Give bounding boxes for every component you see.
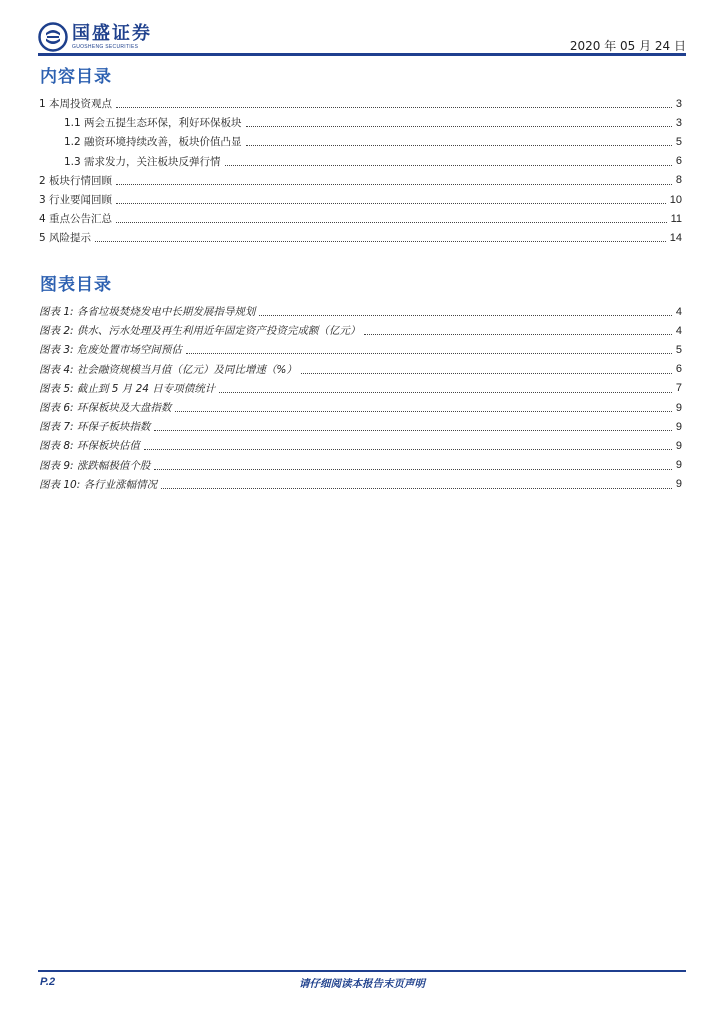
figure-entry[interactable]: 图表 7: 环保子板块指数 9	[39, 420, 682, 434]
logo-chinese-name: 国盛证券	[72, 23, 152, 44]
toc-entry[interactable]: 5 风险提示 14	[39, 231, 682, 245]
toc-entry[interactable]: 1 本周投资观点 3	[39, 97, 682, 111]
figure-toc-title: 图表目录	[40, 275, 112, 295]
toc-entry[interactable]: 1.3 需求发力，关注板块反弹行情 6	[64, 155, 682, 168]
content-toc	[39, 94, 682, 248]
page-header	[38, 20, 686, 54]
toc-entry[interactable]: 1.1 两会五提生态环保，利好环保板块 3	[64, 116, 682, 130]
toc-entry[interactable]: 2 板块行情回顾 8	[39, 174, 682, 187]
figure-entry[interactable]: 图表 1: 各省垃圾焚烧发电中长期发展指导规划 4	[39, 305, 682, 319]
figure-entry[interactable]: 图表 10: 各行业涨幅情况 9	[39, 478, 682, 491]
toc-entry[interactable]: 3 行业要闻回顾 10	[39, 193, 682, 207]
page-number: P.2	[40, 976, 56, 988]
figure-entry[interactable]: 图表 8: 环保板块估值 9	[39, 439, 682, 453]
figure-entry[interactable]: 图表 9: 涨跌幅极值个股 9	[39, 459, 682, 472]
figure-entry[interactable]: 图表 5: 截止到 5 月 24 日专项债统计 7	[39, 382, 682, 395]
toc-entry[interactable]: 1.2 融资环境持续改善，板块价值凸显 5	[64, 135, 682, 149]
toc-entry[interactable]: 4 重点公告汇总 11	[39, 212, 682, 226]
logo-english-name: GUOSHENG SECURITIES	[72, 44, 139, 50]
figure-entry[interactable]: 图表 2: 供水、污水处理及再生利用近年固定资产投资完成额（亿元） 4	[39, 324, 682, 338]
logo-icon	[38, 22, 68, 52]
disclaimer-note: 请仔细阅读本报告末页声明	[299, 978, 425, 990]
header-divider	[38, 53, 686, 56]
content-toc-title: 内容目录	[40, 67, 112, 87]
figure-entry[interactable]: 图表 4: 社会融资规模当月值（亿元）及同比增速（%） 6	[39, 363, 682, 376]
report-date: 2020 年 05 月 24 日	[569, 39, 686, 53]
figure-entry[interactable]: 图表 6: 环保板块及大盘指数 9	[39, 401, 682, 415]
brand-logo	[38, 22, 152, 52]
figure-toc	[39, 302, 682, 494]
footer-divider	[38, 970, 686, 972]
figure-entry[interactable]: 图表 3: 危废处置市场空间预估 5	[39, 343, 682, 357]
